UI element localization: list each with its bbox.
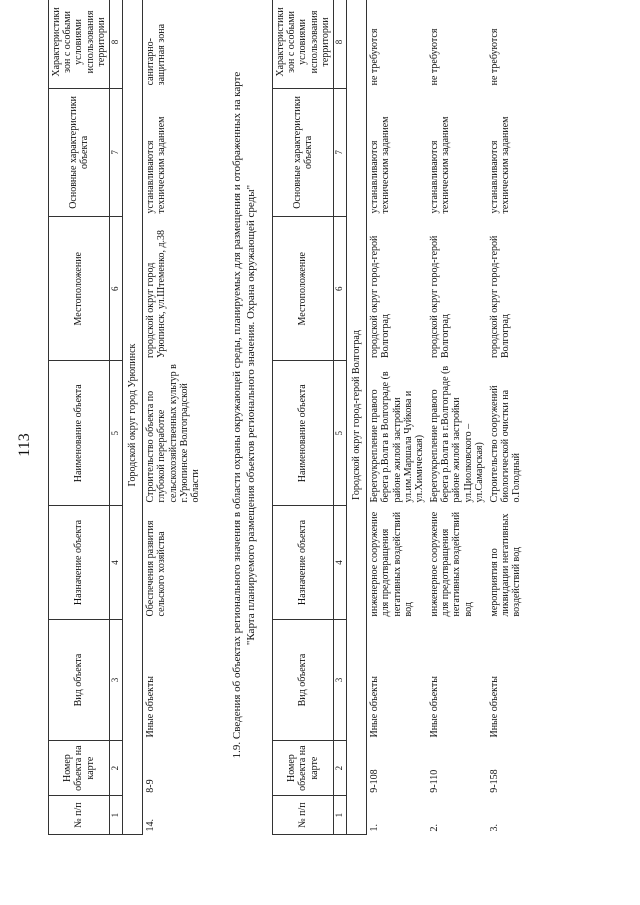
header-col3: Вид объекта <box>273 619 334 740</box>
header-col1: № п/п <box>49 796 110 835</box>
index-cell: 2 <box>109 741 122 796</box>
header-col7: Основные характеристики объекта <box>49 88 110 216</box>
index-cell: 1 <box>333 796 346 835</box>
index-cell: 6 <box>109 216 122 361</box>
index-cell: 2 <box>333 741 346 796</box>
table-row <box>487 0 525 835</box>
index-cell: 4 <box>109 506 122 620</box>
object-name: Берегоукрепление правого берега р.Волга в г.Волгограде (в районе жилой застройки ул.Циолковского – ул.Самарская) <box>429 365 485 503</box>
index-row <box>333 0 346 835</box>
header-col5: Наименование объекта <box>49 361 110 506</box>
index-cell: 8 <box>333 0 346 88</box>
object-number: 9-158 <box>489 769 500 793</box>
object-number: 9-108 <box>369 769 381 793</box>
object-name: Строительство объекта по глубокой переработке сельскохозяйственных культур в г.Урюпинске Волгоградской области <box>145 364 201 503</box>
object-name: Берегоукрепление правого берега р.Волга в Волгограде (в районе жилой застройки ул.им.Маршала Чуйкова и ул.Химическая) <box>369 371 425 503</box>
index-cell: 4 <box>333 506 346 620</box>
object-location: городской округ город-герой Волгоград <box>429 235 452 358</box>
page-number: 113 <box>16 433 33 457</box>
object-purpose: Обеспечения развития сельского хозяйства <box>145 520 168 617</box>
object-purpose: инженерное сооружение для предотвращения негативных воздействий вод <box>369 511 414 617</box>
index-cell: 7 <box>333 88 346 216</box>
object-kind: Иные объекты <box>489 676 500 738</box>
object-kind: Иные объекты <box>429 676 441 738</box>
index-cell: 5 <box>109 361 122 506</box>
object-location: городской округ город Урюпинск, ул.Штеменко, д.38 <box>145 229 168 358</box>
group-row <box>122 0 142 835</box>
index-cell: 1 <box>109 796 122 835</box>
row-number: 1. <box>369 824 381 832</box>
object-zones: не требуются <box>429 28 441 86</box>
object-purpose: инженерное сооружение для предотвращения негативных воздействий вод <box>429 511 474 617</box>
header-col2: Номер объекта на карте <box>273 741 334 796</box>
section-title <box>230 0 259 835</box>
table-row <box>143 0 203 835</box>
header-col6: Местоположение <box>273 216 334 361</box>
index-cell: 3 <box>109 619 122 740</box>
header-col6: Местоположение <box>49 216 110 361</box>
object-number: 9-110 <box>429 769 441 793</box>
object-zones: не требуются <box>489 28 500 86</box>
object-name: Строительство сооружений биологической очистки на о.Голодный <box>489 385 523 503</box>
row-number: 3. <box>489 824 500 832</box>
header-row <box>49 0 110 835</box>
group-title: Городской округ город-герой Волгоград <box>346 0 366 835</box>
group-title: Городской округ город Урюпинск <box>122 0 142 835</box>
table-volgograd <box>272 0 525 835</box>
header-col2: Номер объекта на карте <box>49 741 110 796</box>
index-cell: 8 <box>109 0 122 88</box>
table-row <box>367 0 427 835</box>
object-zones: санитарно-защитная зона <box>145 23 168 86</box>
index-cell: 5 <box>333 361 346 506</box>
header-col1: № п/п <box>273 796 334 835</box>
object-location: городской округ город-герой Волгоград <box>489 235 512 358</box>
index-cell: 7 <box>109 88 122 216</box>
header-col8: Характеристики зон с особыми условиями использования территории <box>49 0 110 88</box>
header-col8: Характеристики зон с особыми условиями использования территории <box>273 0 334 88</box>
object-location: городской округ город-герой Волгоград <box>369 235 392 358</box>
object-number: 8-9 <box>145 779 157 793</box>
table-urupinsk <box>48 0 203 835</box>
header-col4: Назначение объекта <box>273 506 334 620</box>
object-characteristics: устанавливаются техническим заданием <box>489 116 512 214</box>
header-col3: Вид объекта <box>49 619 110 740</box>
header-col7: Основные характеристики объекта <box>273 88 334 216</box>
object-kind: Иные объекты <box>369 676 381 738</box>
index-cell: 6 <box>333 216 346 361</box>
table-row <box>427 0 487 835</box>
header-col4: Назначение объекта <box>49 506 110 620</box>
object-kind: Иные объекты <box>145 676 157 738</box>
index-row <box>109 0 122 835</box>
header-row <box>273 0 334 835</box>
object-characteristics: устанавливаются техническим заданием <box>369 116 392 214</box>
row-number: 2. <box>429 824 441 832</box>
row-number: 14. <box>145 819 157 832</box>
object-purpose: мероприятия по ликвидации негативных воздействий вод <box>489 513 523 617</box>
header-col5: Наименование объекта <box>273 361 334 506</box>
group-row <box>346 0 366 835</box>
section-title-line1: 1.9. Сведения об объектах регионального значения в области охраны окружающей среды, планируемых для размещения и отображенных на карте <box>231 71 243 759</box>
object-characteristics: устанавливаются техническим заданием <box>145 116 168 214</box>
object-zones: не требуются <box>369 28 381 86</box>
index-cell: 3 <box>333 619 346 740</box>
section-title-line2: "Карта планируемого размещения объектов регионального значения. Охрана окружающей среды" <box>245 184 258 646</box>
object-characteristics: устанавливаются техническим заданием <box>429 116 452 214</box>
